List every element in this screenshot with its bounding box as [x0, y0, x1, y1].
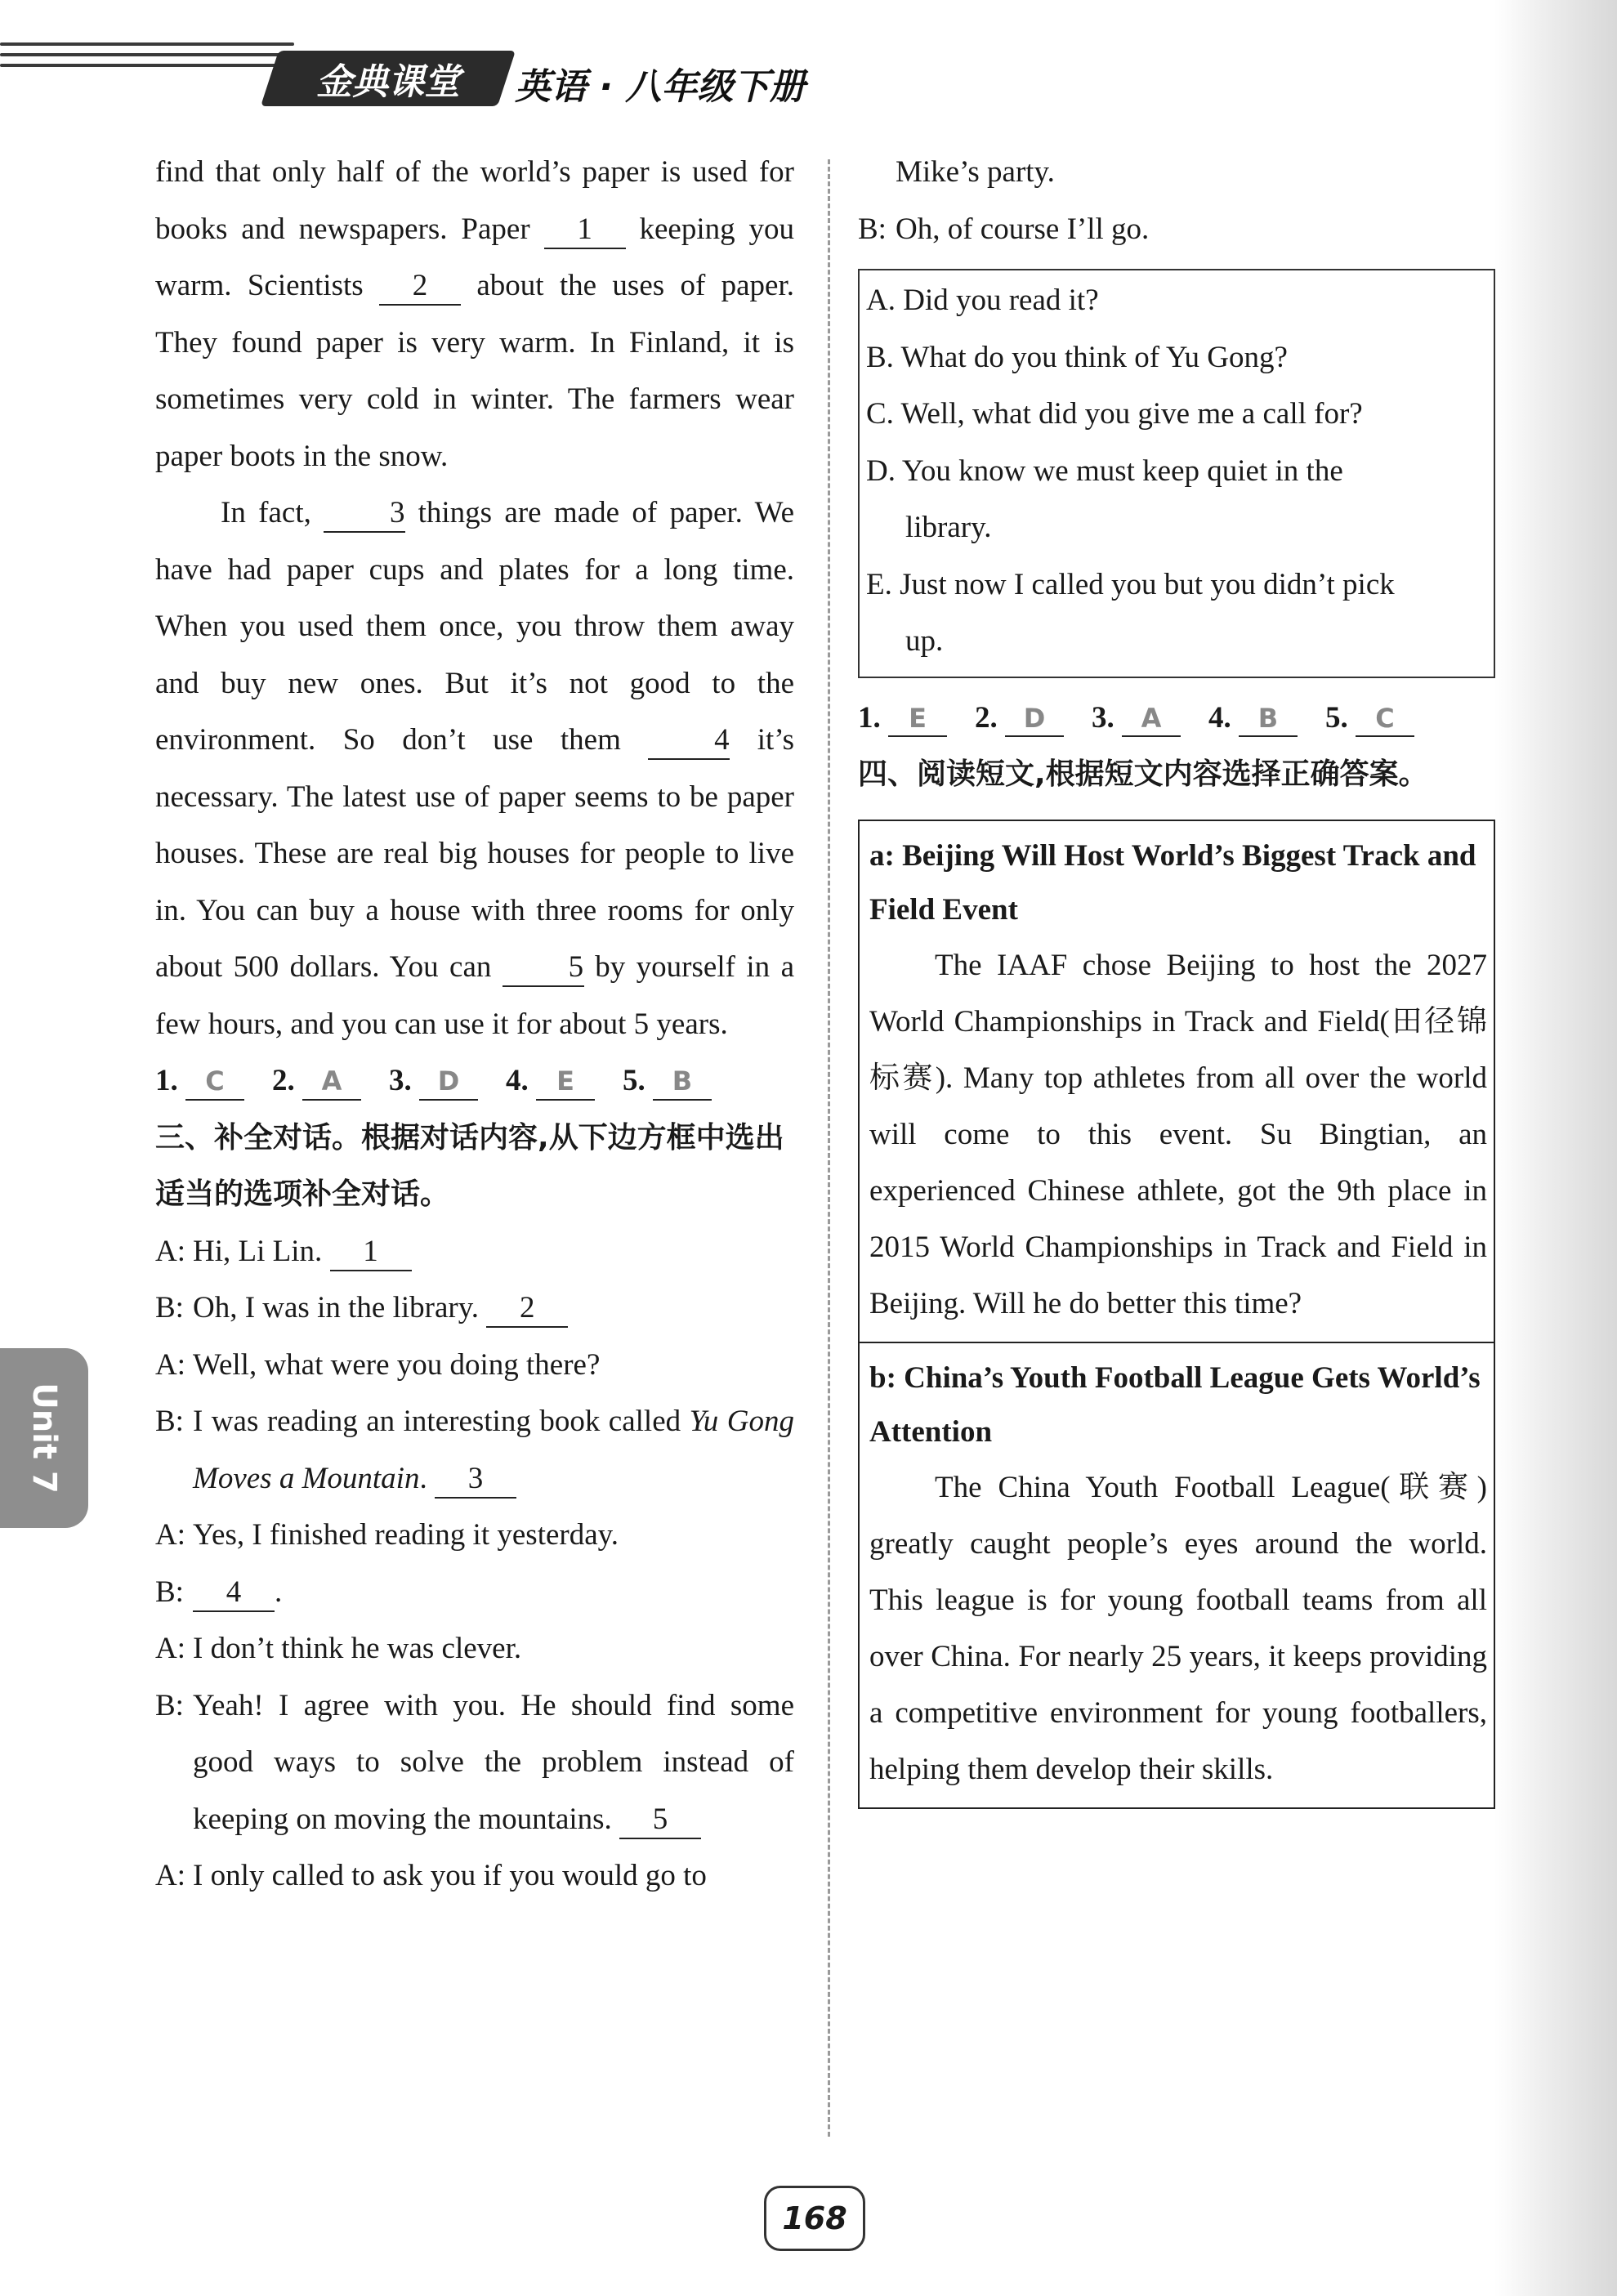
unit-tab-label: Unit 7 — [25, 1383, 64, 1494]
answer-item — [1208, 690, 1298, 747]
speaker: A: — [155, 1518, 185, 1552]
answer-item — [1092, 690, 1181, 747]
book-title: Yu Gong Moves a Mountain — [193, 1405, 794, 1495]
answer-value: B — [653, 1065, 712, 1101]
answer-number: 1. — [155, 1064, 178, 1097]
text-run: about the uses of paper. They found paper is very warm. In Finland, it is sometimes very cold in winter. The farmers wear paper boots in the snow. — [155, 269, 795, 473]
option-b: B. What do you think of Yu Gong? — [866, 340, 1288, 374]
dialog-text: Oh, of course I’ll go. — [896, 212, 1150, 246]
answer-number: 5. — [1325, 700, 1348, 735]
dialog-line — [155, 1280, 794, 1337]
dialog-line — [858, 201, 1495, 258]
answer-item — [623, 1052, 712, 1110]
column-divider — [828, 159, 830, 2137]
dialog-text: I don’t think he was clever. — [193, 1632, 522, 1665]
passage-b-body: The China Youth Football League(联赛) greatly caught people’s eyes around the world. This league is for young football teams from all over China. For nearly 25 years, it keeps providing a competitive environment for young footballers, helping them develop their skills. — [869, 1470, 1487, 1786]
dialog-text: Oh, I was in the library. — [193, 1291, 480, 1324]
dialog-text: I was reading an interesting book called — [193, 1405, 681, 1438]
answer-number: 1. — [858, 700, 881, 735]
dialog-line — [155, 1847, 794, 1905]
option-d: D. You know we must keep quiet in the — [866, 453, 1343, 488]
speaker: B: — [155, 1405, 184, 1438]
speaker: B: — [155, 1688, 184, 1722]
dialog-line — [155, 1337, 794, 1394]
answer-value: C — [185, 1065, 244, 1101]
dialog-text: Yeah! I agree with you. He should find some good ways to solve the problem instead of keeping on moving the mountains. — [193, 1688, 794, 1836]
text-run: things are made of paper. We have had paper cups and plates for a long time. When you used them once, you throw them away and buy new ones. But it’s not good to the environment. So don’t use them — [155, 496, 794, 757]
answer-value: D — [419, 1065, 478, 1101]
answer-value: A — [1122, 702, 1181, 738]
speaker: A: — [155, 1234, 185, 1268]
answer-number: 3. — [389, 1064, 412, 1097]
option-e-cont: up. — [905, 624, 944, 658]
option-e: E. Just now I called you but you didn’t pick — [866, 567, 1395, 601]
left-column — [155, 144, 794, 1905]
answer-number: 4. — [506, 1064, 529, 1097]
passage-a — [860, 821, 1494, 1342]
answer-number: 2. — [975, 700, 998, 735]
page-edge-shadow — [1494, 0, 1617, 2296]
text-run: it’s necessary. The latest use of paper seems to be paper houses. These are real big houses for people to live in. You can buy a house with three rooms for only about 500 dollars. You can — [155, 723, 795, 984]
cloze-paragraph-1 — [155, 144, 794, 485]
speaker: A: — [155, 1347, 185, 1382]
dialog-line — [155, 1677, 794, 1848]
dialog-line — [155, 1620, 794, 1677]
page-number: 168 — [764, 2186, 865, 2251]
speaker: B: — [155, 1575, 184, 1609]
passage-a-title: a: Beijing Will Host World’s Biggest Track and Field Event — [869, 838, 1476, 927]
right-column — [858, 144, 1495, 1809]
dialog-line: B: 4 . — [155, 1564, 794, 1621]
unit-tab — [0, 1348, 88, 1528]
speaker: B: — [858, 212, 887, 246]
dialog-text: Yes, I finished reading it yesterday. — [193, 1518, 619, 1552]
blank-5: 5 — [503, 949, 584, 987]
dialog-line — [155, 1223, 794, 1280]
dialog-continuation: Mike’s party. — [896, 155, 1055, 189]
answer-value: E — [536, 1065, 595, 1101]
options-box — [858, 269, 1495, 678]
answer-value: E — [888, 702, 947, 738]
passage-b — [860, 1342, 1494, 1807]
dialog-text: Well, what were you doing there? — [193, 1347, 601, 1382]
answer-item — [858, 690, 947, 747]
dialog-line: B: I was reading an interesting book called Yu Gong Moves a Mountain. 3 — [155, 1393, 794, 1507]
answer-value: B — [1239, 702, 1298, 738]
blank-3: 3 — [324, 495, 405, 533]
answer-value: C — [1356, 702, 1414, 738]
section3-title: 三、补全对话。根据对话内容,从下边方框中选出适当的选项补全对话。 — [155, 1120, 784, 1211]
answer-value: D — [1005, 702, 1064, 738]
passage-a-body: The IAAF chose Beijing to host the 2027 World Championships in Track and Field(田径锦标赛). Many top athletes from all over the world will come to this event. Su Bingtian, an experienced Chinese athlete, got the 9th place in 2015 World Championships in Track and Field in Beijing. Will he do better this time? — [869, 948, 1487, 1320]
cloze-paragraph-2 — [155, 485, 794, 1052]
answer-item — [155, 1052, 244, 1110]
dialog-line — [155, 1507, 794, 1564]
answer-row-section2 — [155, 1052, 794, 1110]
blank-4: 4 — [648, 722, 730, 760]
answer-item — [975, 690, 1064, 747]
dialog-blank-5: 5 — [619, 1802, 701, 1839]
answer-row-section3 — [858, 690, 1495, 747]
option-a: A. Did you read it? — [866, 284, 1099, 317]
answer-number: 3. — [1092, 700, 1114, 735]
answer-item — [506, 1052, 595, 1110]
dialog-blank-4: 4 — [193, 1575, 275, 1612]
answer-value: A — [302, 1065, 361, 1101]
dialog-blank-3: 3 — [435, 1461, 516, 1499]
option-d-cont: library. — [905, 511, 992, 544]
brand-label: 金典课堂 — [316, 61, 460, 103]
speaker: A: — [155, 1632, 185, 1665]
dialog-blank-1: 1 — [330, 1234, 412, 1271]
answer-number: 2. — [272, 1064, 295, 1097]
blank-1: 1 — [544, 212, 626, 249]
text-run: by yourself in a few hours, and you can use it for about 5 years. — [155, 950, 794, 1041]
text-run: keeping you warm. Scientists — [155, 212, 795, 302]
section4-title: 四、阅读短文,根据短文内容选择正确答案。 — [858, 757, 1428, 791]
dialog-blank-2: 2 — [486, 1290, 568, 1328]
answer-item — [272, 1052, 361, 1110]
answer-number: 4. — [1208, 700, 1231, 735]
blank-2: 2 — [379, 268, 461, 306]
header-decoration — [0, 42, 294, 100]
speaker: B: — [155, 1291, 184, 1324]
text-run: find that only half of the world’s paper is used for books and newspapers. Paper — [155, 155, 794, 246]
speaker: A: — [155, 1859, 185, 1892]
brand-badge — [261, 51, 516, 106]
reading-box — [858, 820, 1495, 1809]
answer-item — [1325, 690, 1414, 747]
answer-number: 5. — [623, 1064, 645, 1097]
answer-item — [389, 1052, 478, 1110]
dialog-text: I only called to ask you if you would go to — [193, 1859, 707, 1892]
passage-b-title: b: China’s Youth Football League Gets World’s Attention — [869, 1360, 1481, 1449]
book-subject: 英语 · 八年级下册 — [515, 66, 806, 108]
dialog-text: Hi, Li Lin. — [193, 1234, 323, 1268]
option-c: C. Well, what did you give me a call for? — [866, 397, 1363, 431]
text-run: In fact, — [221, 496, 311, 529]
